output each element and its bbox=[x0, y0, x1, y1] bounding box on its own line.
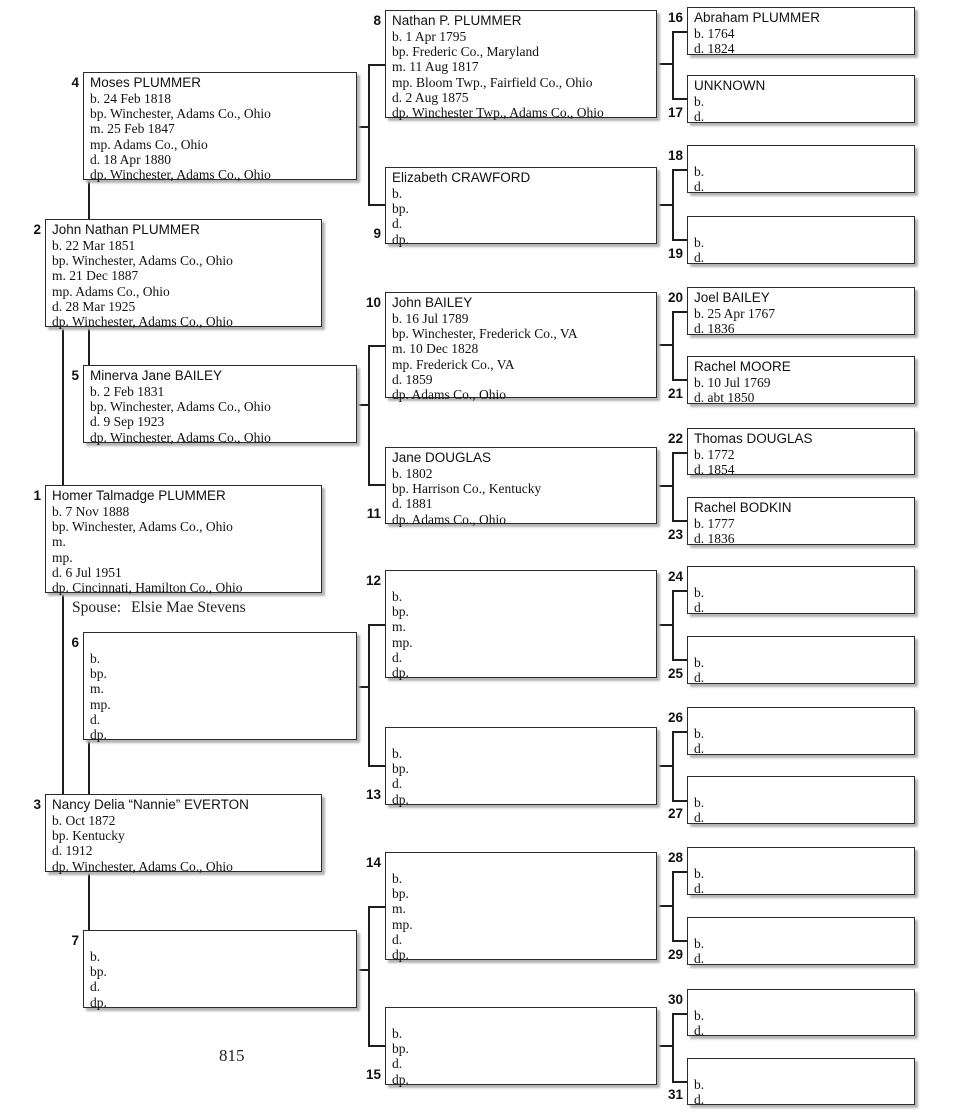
connector-child-12 bbox=[657, 624, 673, 626]
person-details: b. bp. m. mp. d. dp. bbox=[392, 870, 413, 963]
person-name bbox=[694, 779, 910, 795]
connector-stub-8 bbox=[368, 64, 385, 66]
person-name: Nathan P. PLUMMER bbox=[392, 13, 522, 28]
person-details: b. d. bbox=[694, 234, 705, 265]
connector-stub-24 bbox=[672, 590, 687, 592]
person-details: b. Oct 1872 bp. Kentucky d. 1912 dp. Winchester, Adams Co., Ohio bbox=[52, 812, 233, 874]
connector-parents-20-21 bbox=[672, 311, 674, 381]
person-box-27 bbox=[667, 776, 915, 825]
person-name: Jane DOUGLAS bbox=[392, 450, 492, 465]
person-box-19 bbox=[667, 216, 915, 265]
person-box-26 bbox=[667, 707, 915, 756]
person-details: b. d. bbox=[694, 794, 705, 825]
connector-parents-30-31 bbox=[672, 1013, 674, 1083]
person-details: b. d. bbox=[694, 725, 705, 756]
person-name: John Nathan PLUMMER bbox=[52, 222, 200, 237]
person-box-21 bbox=[667, 356, 915, 405]
connector-stub-10 bbox=[368, 345, 385, 347]
connector-stub-18 bbox=[672, 169, 687, 171]
person-details: b. bp. d. dp. bbox=[392, 185, 409, 247]
person-details: b. bp. m. mp. d. dp. bbox=[392, 588, 413, 681]
connector-stub-27 bbox=[672, 800, 687, 802]
box-number: 9 bbox=[373, 226, 381, 241]
person-details: b. d. bbox=[694, 1076, 705, 1107]
person-details: b. 24 Feb 1818 bp. Winchester, Adams Co., Ohio m. 25 Feb 1847 mp. Adams Co., Ohio d. 18 Apr 1880 dp. Winchester, Adams Co., Ohio bbox=[90, 90, 271, 183]
person-details: b. 22 Mar 1851 bp. Winchester, Adams Co., Ohio m. 21 Dec 1887 mp. Adams Co., Ohio d. 28 Mar 1925 dp. Winchester, Adams Co., Ohio bbox=[52, 237, 233, 330]
person-name: Thomas DOUGLAS bbox=[694, 431, 813, 446]
person-name: Elizabeth CRAWFORD bbox=[392, 170, 531, 185]
box-number: 28 bbox=[667, 850, 683, 865]
connector-parents-8-9 bbox=[368, 64, 370, 206]
person-box-7 bbox=[71, 930, 357, 1010]
person-details: b. 1 Apr 1795 bp. Frederic Co., Maryland m. 11 Aug 1817 mp. Bloom Twp., Fairfield Co., Ohio d. 2 Aug 1875 dp. Winchester Twp., Adams Co., Ohio bbox=[392, 28, 604, 121]
box-number: 29 bbox=[667, 947, 683, 962]
box-number: 11 bbox=[366, 506, 381, 521]
person-name bbox=[392, 1010, 652, 1026]
person-name bbox=[694, 219, 910, 235]
connector-stub-26 bbox=[672, 731, 687, 733]
person-box-24 bbox=[667, 566, 915, 615]
connector-stub-11 bbox=[368, 484, 385, 486]
box-number: 13 bbox=[365, 787, 381, 802]
box-number: 10 bbox=[365, 295, 381, 310]
connector-child-10 bbox=[657, 344, 673, 346]
person-box-29 bbox=[667, 917, 915, 966]
person-details: b. d. bbox=[694, 654, 705, 685]
box-number: 22 bbox=[667, 431, 683, 446]
person-name: Minerva Jane BAILEY bbox=[90, 368, 223, 383]
box-number: 18 bbox=[667, 148, 683, 163]
box-number: 21 bbox=[667, 386, 683, 401]
person-box-5 bbox=[71, 365, 357, 445]
person-box-9 bbox=[373, 167, 657, 247]
person-box-12 bbox=[365, 570, 657, 681]
connector-child-9 bbox=[657, 204, 673, 206]
person-box-6 bbox=[71, 632, 357, 743]
connector-child-13 bbox=[657, 765, 673, 767]
person-details: b. 1764 d. 1824 bbox=[694, 25, 735, 56]
person-name: Abraham PLUMMER bbox=[694, 10, 821, 25]
person-name: John BAILEY bbox=[392, 295, 473, 310]
person-box-30 bbox=[667, 989, 915, 1038]
person-details: b. d. bbox=[694, 935, 705, 966]
box-number: 26 bbox=[667, 710, 683, 725]
connector-stub-22 bbox=[672, 452, 687, 454]
person-details: b. 1772 d. 1854 bbox=[694, 446, 735, 477]
person-details: b. 1777 d. 1836 bbox=[694, 515, 735, 546]
person-name: Rachel BODKIN bbox=[694, 500, 792, 515]
person-details: b. bp. d. dp. bbox=[392, 745, 409, 807]
person-box-13 bbox=[365, 727, 657, 807]
person-box-3 bbox=[33, 794, 322, 874]
connector-stub-23 bbox=[672, 520, 687, 522]
box-number: 2 bbox=[33, 222, 41, 237]
connector-stub-21 bbox=[672, 379, 687, 381]
box-number: 17 bbox=[667, 105, 683, 120]
person-details: b. d. bbox=[694, 584, 705, 615]
connector-parents-18-19 bbox=[672, 169, 674, 241]
box-number: 20 bbox=[667, 290, 683, 305]
person-box-18 bbox=[667, 145, 915, 194]
box-number: 7 bbox=[71, 933, 79, 948]
box-number: 1 bbox=[33, 488, 41, 503]
person-details: b. 10 Jul 1769 d. abt 1850 bbox=[694, 374, 771, 405]
person-name bbox=[392, 730, 652, 746]
person-box-23 bbox=[667, 497, 915, 546]
person-details: b. 1802 bp. Harrison Co., Kentucky d. 1881 dp. Adams Co., Ohio bbox=[392, 465, 542, 527]
connector-stub-31 bbox=[672, 1081, 687, 1083]
person-name: Rachel MOORE bbox=[694, 359, 791, 374]
connector-parents-22-23 bbox=[672, 452, 674, 522]
page-number: 815 bbox=[219, 1046, 245, 1065]
person-box-31 bbox=[667, 1058, 915, 1107]
person-name bbox=[694, 1061, 910, 1077]
person-details: b. d. bbox=[694, 865, 705, 896]
spouse-line bbox=[72, 599, 246, 617]
spouse-name: Elsie Mae Stevens bbox=[131, 599, 246, 616]
box-number: 23 bbox=[667, 527, 683, 542]
connector-stub-15 bbox=[368, 1045, 385, 1047]
connector-stub-16 bbox=[672, 31, 687, 33]
person-box-14 bbox=[365, 852, 657, 963]
box-number: 19 bbox=[667, 246, 683, 261]
person-box-28 bbox=[667, 847, 915, 896]
box-number: 16 bbox=[667, 10, 683, 25]
person-box-20 bbox=[667, 287, 915, 336]
connector-stub-13 bbox=[368, 765, 385, 767]
person-name bbox=[90, 933, 352, 949]
person-box-22 bbox=[667, 428, 915, 477]
connector-stub-19 bbox=[672, 239, 687, 241]
connector-parents-14-15 bbox=[368, 906, 370, 1047]
person-box-2 bbox=[33, 219, 322, 330]
box-number: 14 bbox=[365, 855, 381, 870]
person-name: UNKNOWN bbox=[694, 78, 766, 93]
connector-child-14 bbox=[657, 905, 673, 907]
person-name bbox=[90, 635, 352, 651]
person-name: Moses PLUMMER bbox=[90, 75, 202, 90]
box-number: 30 bbox=[667, 992, 683, 1007]
box-number: 3 bbox=[33, 797, 41, 812]
connector-stub-25 bbox=[672, 659, 687, 661]
person-box-17 bbox=[667, 75, 915, 124]
person-box-11 bbox=[366, 447, 657, 527]
box-number: 5 bbox=[71, 368, 79, 383]
connector-child-15 bbox=[657, 1045, 673, 1047]
box-number: 15 bbox=[365, 1067, 381, 1082]
connector-parents-10-11 bbox=[368, 345, 370, 486]
person-name bbox=[694, 639, 910, 655]
connector-stub-29 bbox=[672, 940, 687, 942]
person-details: b. d. bbox=[694, 1007, 705, 1038]
box-number: 4 bbox=[71, 75, 79, 90]
person-box-15 bbox=[365, 1007, 657, 1087]
person-box-8 bbox=[373, 10, 657, 121]
person-name: Nancy Delia “Nannie” EVERTON bbox=[52, 797, 249, 812]
connector-stub-12 bbox=[368, 624, 385, 626]
connector-stub-9 bbox=[368, 204, 385, 206]
box-number: 12 bbox=[365, 573, 381, 588]
box-number: 25 bbox=[667, 666, 683, 681]
box-number: 27 bbox=[667, 806, 683, 821]
person-details: b. 25 Apr 1767 d. 1836 bbox=[694, 305, 775, 336]
connector-parents-24-25 bbox=[672, 590, 674, 661]
person-name bbox=[694, 569, 910, 585]
connector-parents-26-27 bbox=[672, 731, 674, 801]
connector-stub-20 bbox=[672, 311, 687, 313]
connector-child-8 bbox=[657, 63, 673, 65]
person-name bbox=[694, 148, 910, 164]
connector-stub-28 bbox=[672, 871, 687, 873]
person-details: b. 16 Jul 1789 bp. Winchester, Frederick Co., VA m. 10 Dec 1828 mp. Frederick Co., VA d. 1859 dp. Adams Co., Ohio bbox=[392, 310, 578, 403]
connector-parents-28-29 bbox=[672, 871, 674, 942]
person-box-10 bbox=[365, 292, 657, 403]
person-name bbox=[694, 850, 910, 866]
box-number: 6 bbox=[71, 635, 79, 650]
connector-parents-16-17 bbox=[672, 31, 674, 100]
person-details: b. 2 Feb 1831 bp. Winchester, Adams Co., Ohio d. 9 Sep 1923 dp. Winchester, Adams Co., Ohio bbox=[90, 383, 271, 445]
box-number: 24 bbox=[667, 569, 683, 584]
box-number: 8 bbox=[373, 13, 381, 28]
spouse-label: Spouse: bbox=[72, 599, 122, 616]
person-details: b. bp. m. mp. d. dp. bbox=[90, 650, 111, 743]
person-box-25 bbox=[667, 636, 915, 685]
person-details: b. d. bbox=[694, 93, 705, 124]
connector-stub-30 bbox=[672, 1013, 687, 1015]
person-name: Joel BAILEY bbox=[694, 290, 770, 305]
person-details: b. 7 Nov 1888 bp. Winchester, Adams Co., Ohio m. mp. d. 6 Jul 1951 dp. Cincinnati, Hamilton Co., Ohio bbox=[52, 503, 243, 596]
person-box-1 bbox=[33, 485, 322, 596]
person-box-4 bbox=[71, 72, 357, 183]
person-name bbox=[694, 710, 910, 726]
person-name bbox=[392, 855, 652, 871]
person-name bbox=[694, 920, 910, 936]
person-details: b. bp. d. dp. bbox=[90, 948, 107, 1010]
box-number: 31 bbox=[667, 1087, 683, 1102]
person-name bbox=[694, 992, 910, 1008]
connector-stub-17 bbox=[672, 98, 687, 100]
person-name: Homer Talmadge PLUMMER bbox=[52, 488, 226, 503]
person-details: b. d. bbox=[694, 163, 705, 194]
person-name bbox=[392, 573, 652, 589]
person-details: b. bp. d. dp. bbox=[392, 1025, 409, 1087]
person-box-16 bbox=[667, 7, 915, 56]
connector-parents-12-13 bbox=[368, 624, 370, 767]
connector-stub-14 bbox=[368, 906, 385, 908]
connector-child-11 bbox=[657, 485, 673, 487]
